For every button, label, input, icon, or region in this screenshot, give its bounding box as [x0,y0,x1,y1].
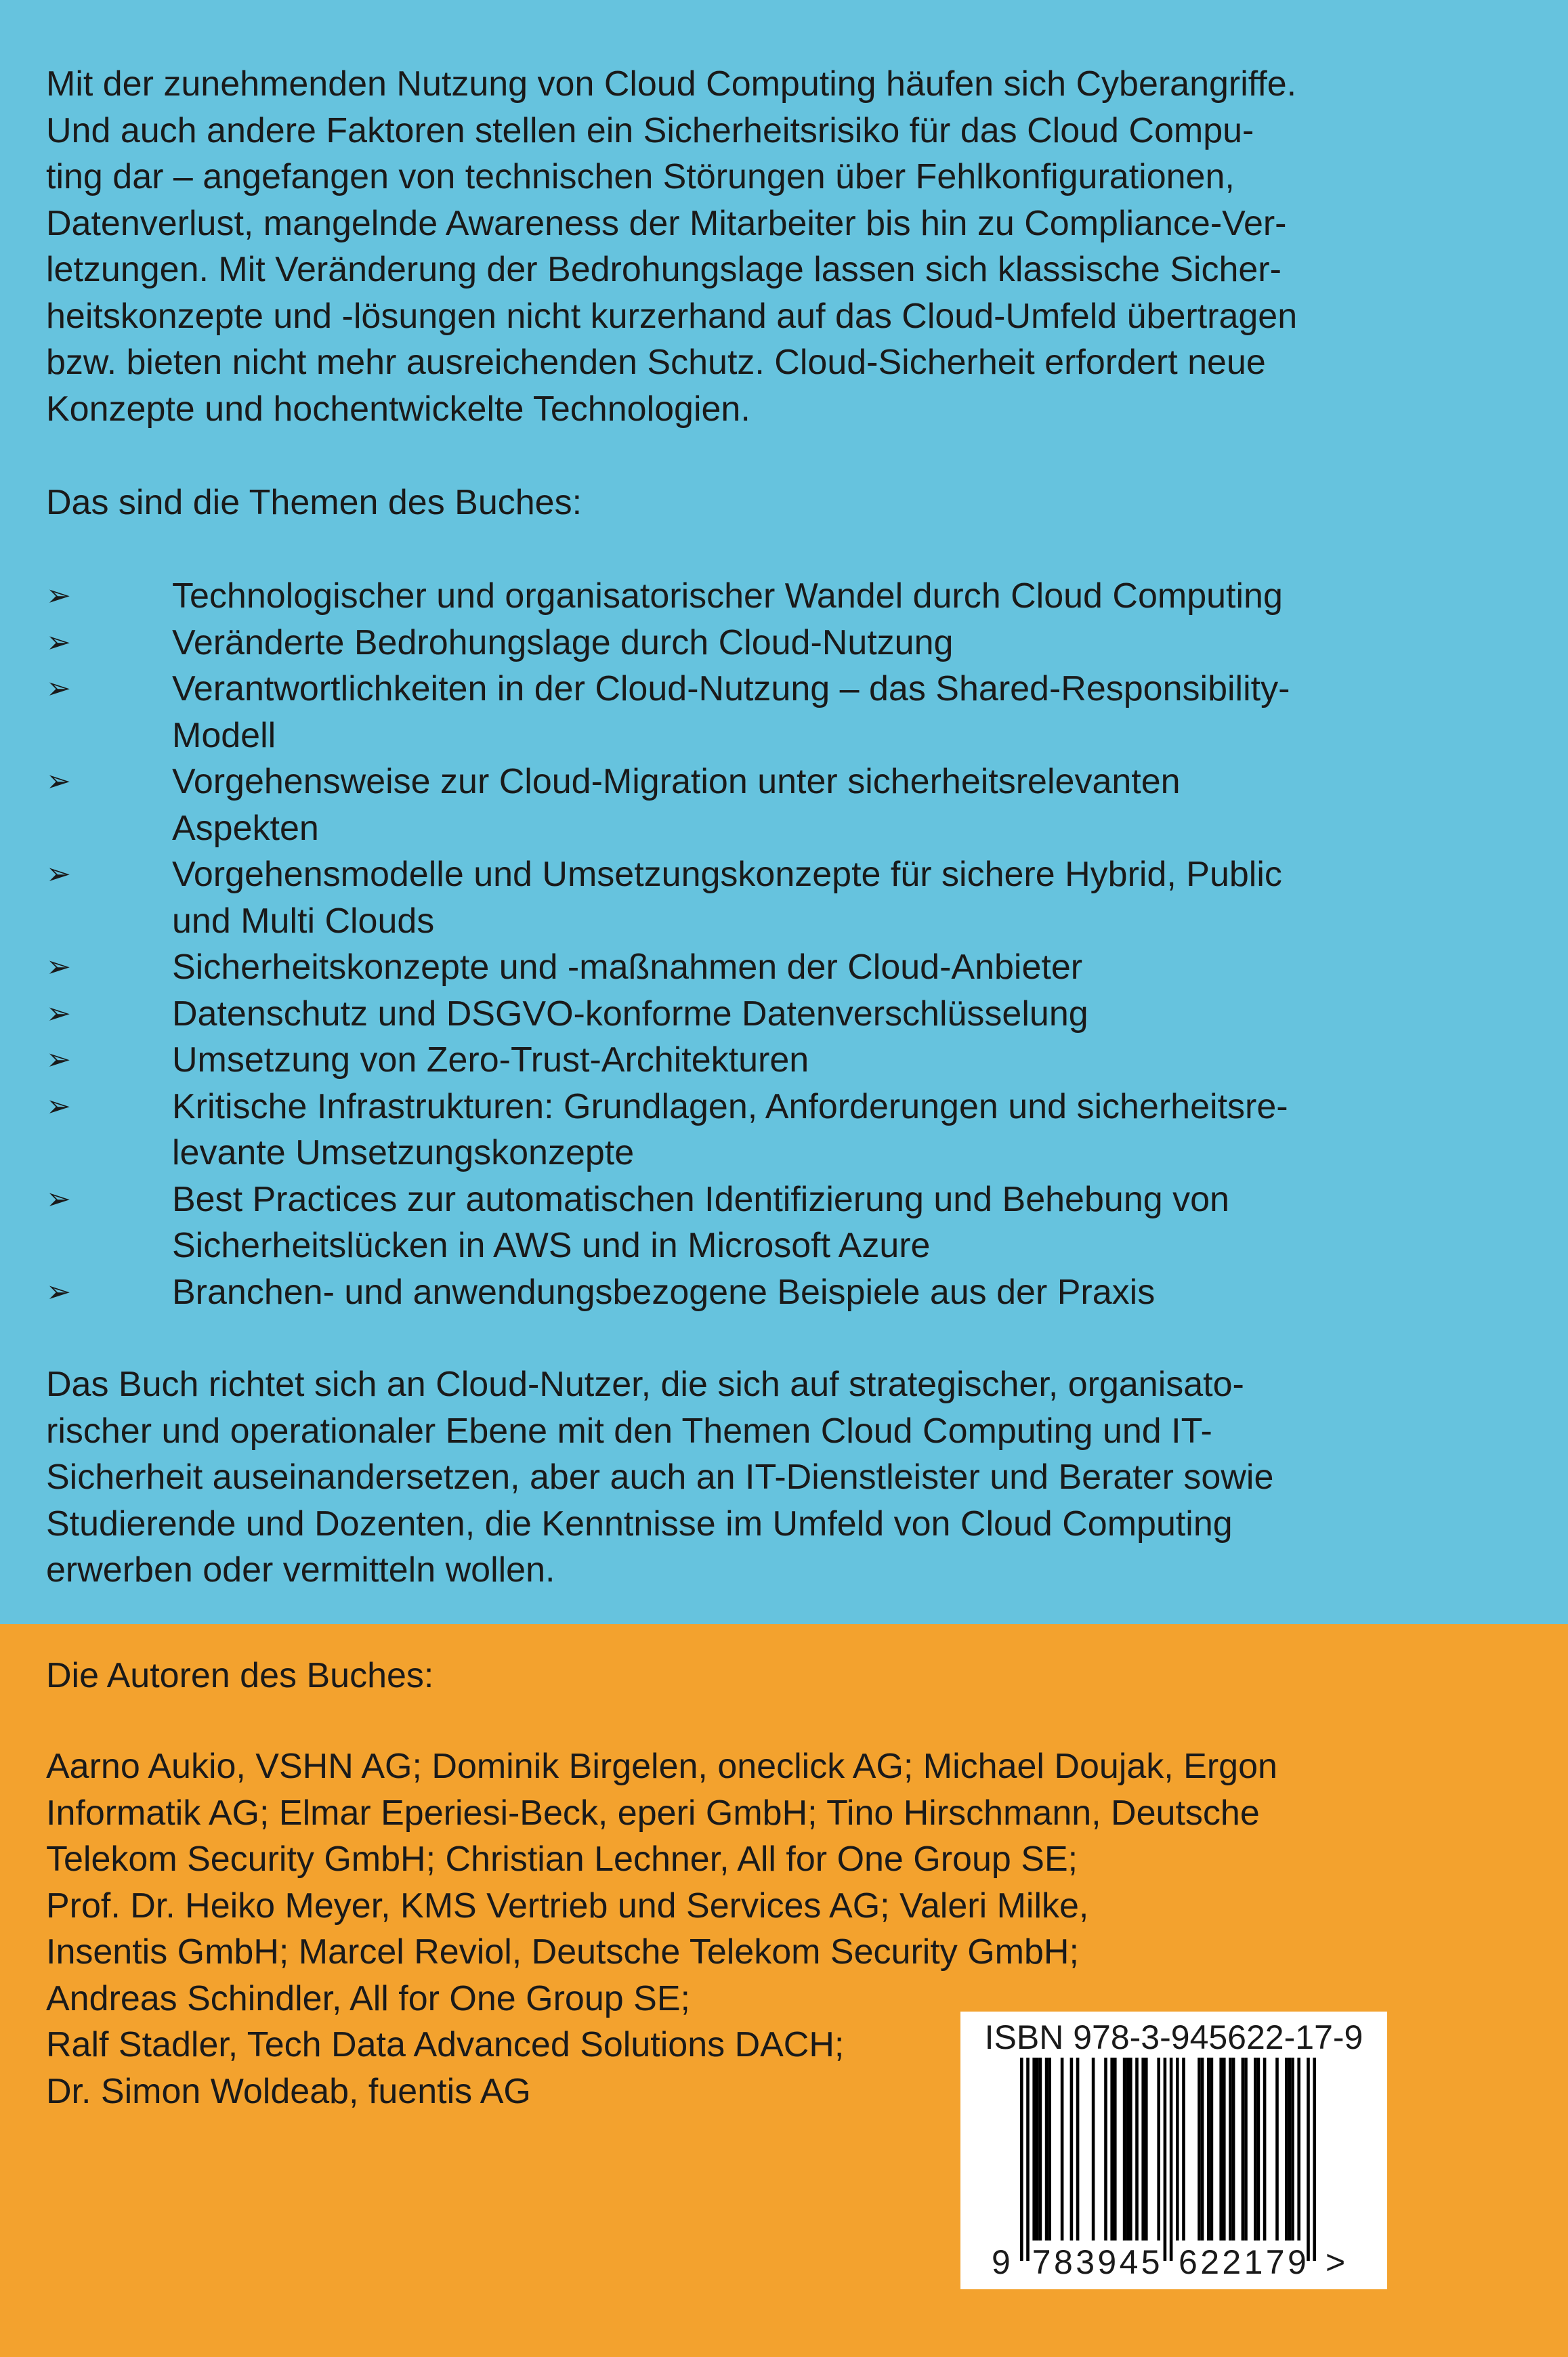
authors-line: Prof. Dr. Heiko Meyer, KMS Vertrieb und Services AG; Valeri Milke, [46,1886,1089,1926]
barcode-bar [1275,2058,1279,2241]
barcode-digit: 7 [1265,2243,1285,2281]
barcode-bar [1257,2058,1260,2241]
barcode-bar [1210,2058,1214,2241]
barcode-bar [1092,2058,1095,2241]
barcode-bar [1297,2058,1300,2241]
topic-line: und Multi Clouds [172,901,435,941]
barcode-digit: 9 [1288,2243,1307,2281]
barcode-bar [1145,2058,1148,2241]
barcode-bar [1254,2058,1257,2241]
intro-line: ting dar – angefangen von technischen Störungen über Fehlkonfigurationen, [46,157,1235,196]
barcode-digit: 2 [1200,2243,1219,2281]
barcode-digit: 6 [1179,2243,1198,2281]
barcode-bar [1048,2058,1051,2241]
intro-paragraph [46,61,1297,432]
barcode-bar [1061,2058,1064,2241]
barcode-bar [1198,2058,1201,2241]
topic-line: Umsetzung von Zero-Trust-Architekturen [172,1040,809,1080]
barcode-digit: > [1326,2243,1346,2281]
barcode-bar [1176,2058,1179,2241]
arrow-bullet-icon: ➢ [46,1181,71,1216]
topic-line: Technologischer und organisatorischer Wandel durch Cloud Computing [172,576,1283,616]
barcode-bar [1039,2058,1042,2241]
isbn-label: ISBN 978-3-945622-17-9 [984,2018,1363,2056]
arrow-bullet-icon: ➢ [46,671,71,706]
barcode-bar [1170,2058,1173,2261]
topic-line: Vorgehensmodelle und Umsetzungskonzepte für sichere Hybrid, Public [172,855,1282,894]
barcode-digit: 5 [1141,2243,1160,2281]
arrow-bullet-icon: ➢ [46,857,71,891]
barcode-digit: 7 [1032,2243,1051,2281]
intro-line: bzw. bieten nicht mehr ausreichenden Schutz. Cloud-Sicherheit erfordert neue [46,343,1266,382]
topic-line: Vorgehensweise zur Cloud-Migration unter sicherheitsrelevanten [172,762,1181,801]
barcode-digit: 9 [992,2243,1011,2281]
barcode-bar [1291,2058,1294,2241]
topic-line: Best Practices zur automatischen Identifizierung und Behebung von [172,1179,1229,1219]
barcode-digit: 2 [1222,2243,1242,2281]
barcode-bar [1207,2058,1210,2241]
authors-line: Ralf Stadler, Tech Data Advanced Solutions DACH; [46,2025,845,2064]
authors-line: Informatik AG; Elmar Eperiesi-Beck, eperi GmbH; Tino Hirschmann, Deutsche [46,1793,1260,1833]
barcode-bar [1110,2058,1114,2241]
topic-line: Kritische Infrastrukturen: Grundlagen, Anforderungen und sicherheitsre- [172,1086,1288,1126]
topic-line: Aspekten [172,808,319,848]
intro-line: letzungen. Mit Veränderung der Bedrohungslage lassen sich klassische Sicher- [46,250,1281,289]
barcode-bar [1036,2058,1039,2241]
barcode-bar [1242,2058,1245,2241]
barcode-bar [1070,2058,1074,2241]
barcode-bar [1126,2058,1129,2241]
topic-line: Modell [172,715,276,755]
barcode-bar [1244,2058,1248,2241]
barcode-bar [1104,2058,1107,2241]
isbn-barcode [960,2012,1387,2289]
barcode-bar [1076,2058,1080,2241]
topic-line: Veränderte Bedrohungslage durch Cloud-Nutzung [172,622,954,662]
barcode-bar [1219,2058,1223,2241]
barcode-bar [1229,2058,1232,2241]
topic-line: levante Umsetzungskonzepte [172,1133,635,1172]
arrow-bullet-icon: ➢ [46,624,71,660]
barcode-bar [1032,2058,1036,2241]
intro-line: Mit der zunehmenden Nutzung von Cloud Computing häufen sich Cyberangriffe. [46,64,1297,104]
barcode-bar [1123,2058,1126,2241]
audience-line: erwerben oder vermitteln wollen. [46,1550,555,1590]
arrow-bullet-icon: ➢ [46,578,71,613]
arrow-bullet-icon: ➢ [46,1274,71,1309]
barcode-bar [1020,2058,1023,2261]
topic-line: Branchen- und anwendungsbezogene Beispiele aus der Praxis [172,1272,1156,1312]
topic-line: Verantwortlichkeiten in der Cloud-Nutzung – das Shared-Responsibility- [172,669,1290,708]
barcode-digits [960,2242,1387,2282]
arrow-bullet-icon: ➢ [46,950,71,984]
barcode-bar [1201,2058,1204,2241]
topics-heading: Das sind die Themen des Buches: [46,483,582,522]
audience-line: Das Buch richtet sich an Cloud-Nutzer, die sich auf strategischer, organisato- [46,1365,1244,1404]
intro-line: heitskonzepte und -lösungen nicht kurzerhand auf das Cloud-Umfeld übertragen [46,296,1298,336]
authors-line: Telekom Security GmbH; Christian Lechner, All for One Group SE; [46,1840,1078,1879]
authors-line: Dr. Simon Woldeab, fuentis AG [46,2071,531,2111]
authors-line: Aarno Aukio, VSHN AG; Dominik Birgelen, oneclick AG; Michael Doujak, Ergon [46,1747,1277,1786]
topic-line: Datenschutz und DSGVO-konforme Datenverschlüsselung [172,994,1088,1034]
barcode-digit: 4 [1119,2243,1139,2281]
barcode-bar [1232,2058,1235,2241]
audience-paragraph [46,1361,1273,1594]
intro-line: Und auch andere Faktoren stellen ein Sicherheitsrisiko für das Cloud Compu- [46,110,1254,150]
authors-line: Insentis GmbH; Marcel Reviol, Deutsche Telekom Security GmbH; [46,1932,1079,1972]
barcode-bar [1263,2058,1267,2241]
barcode-bar [1313,2058,1316,2261]
audience-line: Sicherheit auseinandersetzen, aber auch an IT-Dienstleister und Berater sowie [46,1458,1274,1497]
barcode-digit: 1 [1244,2243,1263,2281]
barcode-bar [1182,2058,1185,2241]
barcode-bar [1135,2058,1139,2241]
barcode-digit: 3 [1076,2243,1095,2281]
barcode-bar [1129,2058,1132,2241]
arrow-bullet-icon: ➢ [46,764,71,799]
arrow-bullet-icon: ➢ [46,1042,71,1077]
barcode-digit: 8 [1054,2243,1073,2281]
topic-line: Sicherheitslücken in AWS und in Microsoft Azure [172,1226,931,1265]
barcode-bar [1288,2058,1292,2241]
barcode-bar [1114,2058,1117,2241]
audience-line: rischer und operationaler Ebene mit den Themen Cloud Computing und IT- [46,1411,1212,1451]
arrow-bullet-icon: ➢ [46,1088,71,1124]
arrow-bullet-icon: ➢ [46,996,71,1031]
barcode-bar [1045,2058,1048,2241]
authors-line: Andreas Schindler, All for One Group SE; [46,1978,690,2018]
barcode-bar [1157,2058,1160,2241]
intro-line: Konzepte und hochentwickelte Technologien. [46,389,750,429]
barcode-digit: 9 [1097,2243,1117,2281]
barcode-bar [1223,2058,1226,2241]
authors-heading: Die Autoren des Buches: [46,1656,434,1695]
barcode-bar [1285,2058,1288,2241]
barcode-bar [1307,2058,1310,2261]
topic-line: Sicherheitskonzepte und -maßnahmen der Cloud-Anbieter [172,948,1083,987]
intro-line: Datenverlust, mangelnde Awareness der Mitarbeiter bis hin zu Compliance-Ver- [46,203,1287,243]
barcode-bar [1164,2058,1167,2261]
barcode-bar [1026,2058,1030,2261]
audience-line: Studierende und Dozenten, die Kenntnisse im Umfeld von Cloud Computing [46,1504,1233,1544]
barcode-bar [1141,2058,1145,2241]
